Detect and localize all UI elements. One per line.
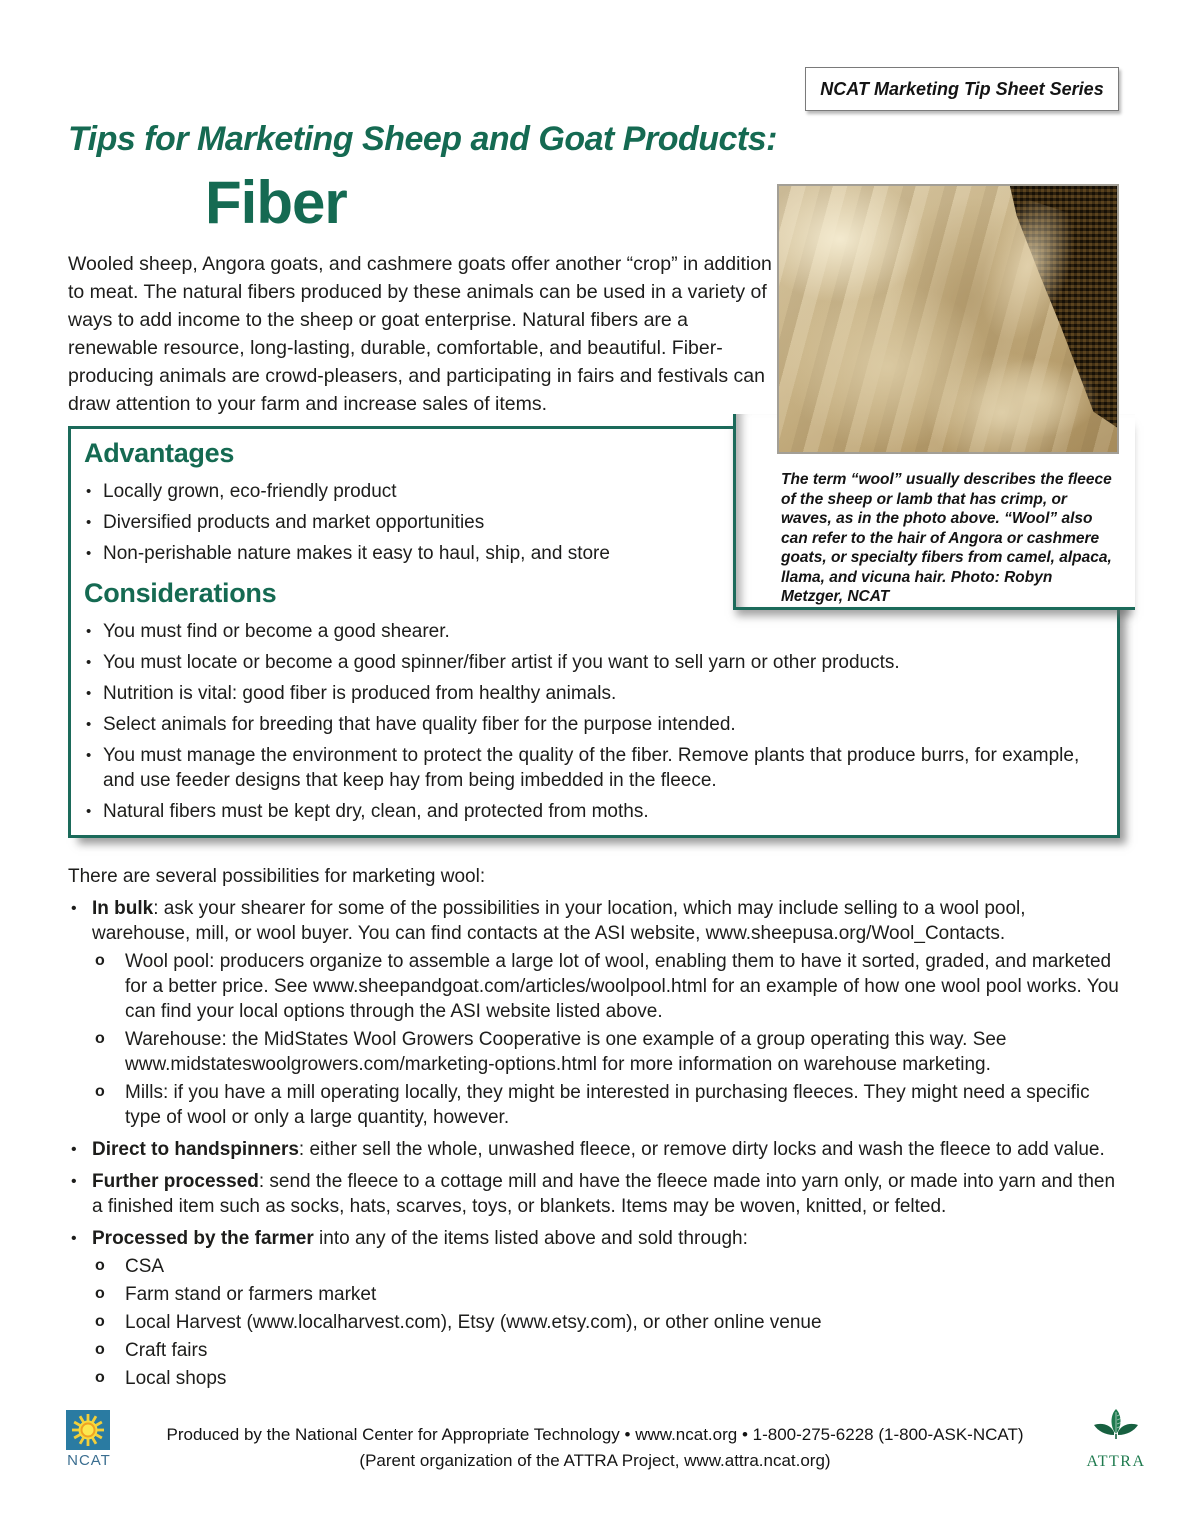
list-item-text: : ask your shearer for some of the possibilities in your location, which may include selling to a wool pool, warehouse, mill, or wool buyer. You can find contacts at the ASI website, www.sheepusa.org/Wool_Contacts. [92, 898, 1026, 944]
sub-list-item: o Local shops [92, 1366, 1126, 1391]
sub-list-item: o Mills: if you have a mill operating locally, they might be interested in purchasing fleeces. They might need a specific type of wool or only a large quantity, however. [92, 1080, 1126, 1130]
advantages-heading: Advantages [84, 438, 235, 468]
series-banner-label: NCAT Marketing Tip Sheet Series [820, 78, 1104, 99]
list-item [68, 1137, 1126, 1162]
sub-list-item: o Farm stand or farmers market [92, 1282, 1126, 1307]
list-item: • You must locate or become a good spinner/fiber artist if you want to sell yarn or other products. [84, 650, 1098, 675]
considerations-section [84, 578, 1098, 824]
attra-logo [1078, 1408, 1154, 1471]
page-title-kicker: Tips for Marketing Sheep and Goat Products: [68, 120, 777, 158]
advantages-list [84, 479, 729, 566]
sub-list [92, 949, 1126, 1130]
list-item: • Nutrition is vital: good fiber is produced from healthy animals. [84, 681, 1098, 706]
page-title-main: Fiber [205, 169, 347, 236]
footer-credits [140, 1422, 1050, 1474]
wool-photo [777, 184, 1119, 454]
footer-line-2: (Parent organization of the ATTRA Project, www.attra.ncat.org) [359, 1451, 831, 1470]
considerations-list [84, 619, 1098, 824]
list-item-lead: Further processed [92, 1171, 259, 1192]
sub-list-item: o Craft fairs [92, 1338, 1126, 1363]
ncat-logo-label: NCAT [67, 1452, 111, 1469]
list-item-lead: Processed by the farmer [92, 1228, 314, 1249]
intro-paragraph: Wooled sheep, Angora goats, and cashmere goats offer another “crop” in addition to meat. The natural fibers produced by these animals can be used in a variety of ways to add income to the sheep or goat enterprise. Natural fibers are a renewable resource, long-lasting, durable, comfortable, and beautiful. Fiber-producing animals are crowd-pleasers, and participating in fairs and festivals can draw attention to your farm and increase sales of items. [68, 253, 772, 415]
footer-line-1: Produced by the National Center for Appropriate Technology • www.ncat.org • 1-800-275-6228 (1-800-ASK-NCAT) [166, 1425, 1024, 1444]
ncat-sun-icon [66, 1410, 110, 1450]
list-item-text: : either sell the whole, unwashed fleece, or remove dirty locks and wash the fleece to add value. [298, 1139, 1105, 1160]
advantages-section [84, 438, 729, 566]
attra-leaves-icon [1091, 1435, 1141, 1452]
sub-list-item: o Local Harvest (www.localharvest.com), Etsy (www.etsy.com), or other online venue [92, 1310, 1126, 1335]
list-item: • Locally grown, eco-friendly product [84, 479, 729, 504]
wool-wisp [958, 335, 1110, 441]
sub-list [92, 1254, 1126, 1391]
list-item: • You must find or become a good shearer. [84, 619, 1098, 644]
list-item-lead: In bulk [92, 898, 154, 919]
ncat-logo [66, 1410, 112, 1469]
list-item: • Diversified products and market opportunities [84, 510, 729, 535]
series-banner [805, 67, 1119, 111]
photo-caption: The term “wool” usually describes the fleece of the sheep or lamb that has crimp, or waves, as in the photo above. “Wool” also can refer to the hair of Angora or cashmere goats, or specialty fibers from camel, alpaca, llama, and vicuna hair. Photo: Robyn Metzger, NCAT [781, 471, 1112, 605]
marketing-list [68, 896, 1126, 1391]
considerations-heading: Considerations [84, 578, 277, 608]
sub-list-item: o Wool pool: producers organize to assemble a large lot of wool, enabling them to have it sorted, graded, and marketed for a better price. See www.sheepandgoat.com/articles/woolpool.html for an example of how one wool pool works. You can find your local options through the ASI website listed above. [92, 949, 1126, 1024]
sub-list-item: o CSA [92, 1254, 1126, 1279]
attra-logo-label: ATTRA [1086, 1453, 1146, 1470]
list-item: • You must manage the environment to protect the quality of the fiber. Remove plants that produce burrs, for example, and use feeder designs that keep hay from being imbedded in the fleece. [84, 743, 1098, 793]
list-item-text: : send the fleece to a cottage mill and have the fleece made into yarn only, or made into yarn and then a finished item such as socks, hats, scarves, toys, or blankets. Items may be woven, knitted, or felted. [92, 1171, 1116, 1217]
list-item: • Non-perishable nature makes it easy to haul, ship, and store [84, 541, 729, 566]
list-item-lead: Direct to handspinners [92, 1139, 299, 1160]
sub-list-item: o Warehouse: the MidStates Wool Growers Cooperative is one example of a group operating this way. See www.midstateswoolgrowers.com/marketing-options.html for more information on warehouse marketing. [92, 1027, 1126, 1077]
list-item: • Natural fibers must be kept dry, clean, and protected from moths. [84, 799, 1098, 824]
marketing-intro: There are several possibilities for marketing wool: [68, 866, 486, 887]
list-item [68, 1226, 1126, 1391]
marketing-section [68, 864, 1126, 1391]
list-item: • Select animals for breeding that have quality fiber for the purpose intended. [84, 712, 1098, 737]
list-item [68, 896, 1126, 1130]
list-item [68, 1169, 1126, 1219]
list-item-text: into any of the items listed above and sold through: [313, 1228, 748, 1249]
